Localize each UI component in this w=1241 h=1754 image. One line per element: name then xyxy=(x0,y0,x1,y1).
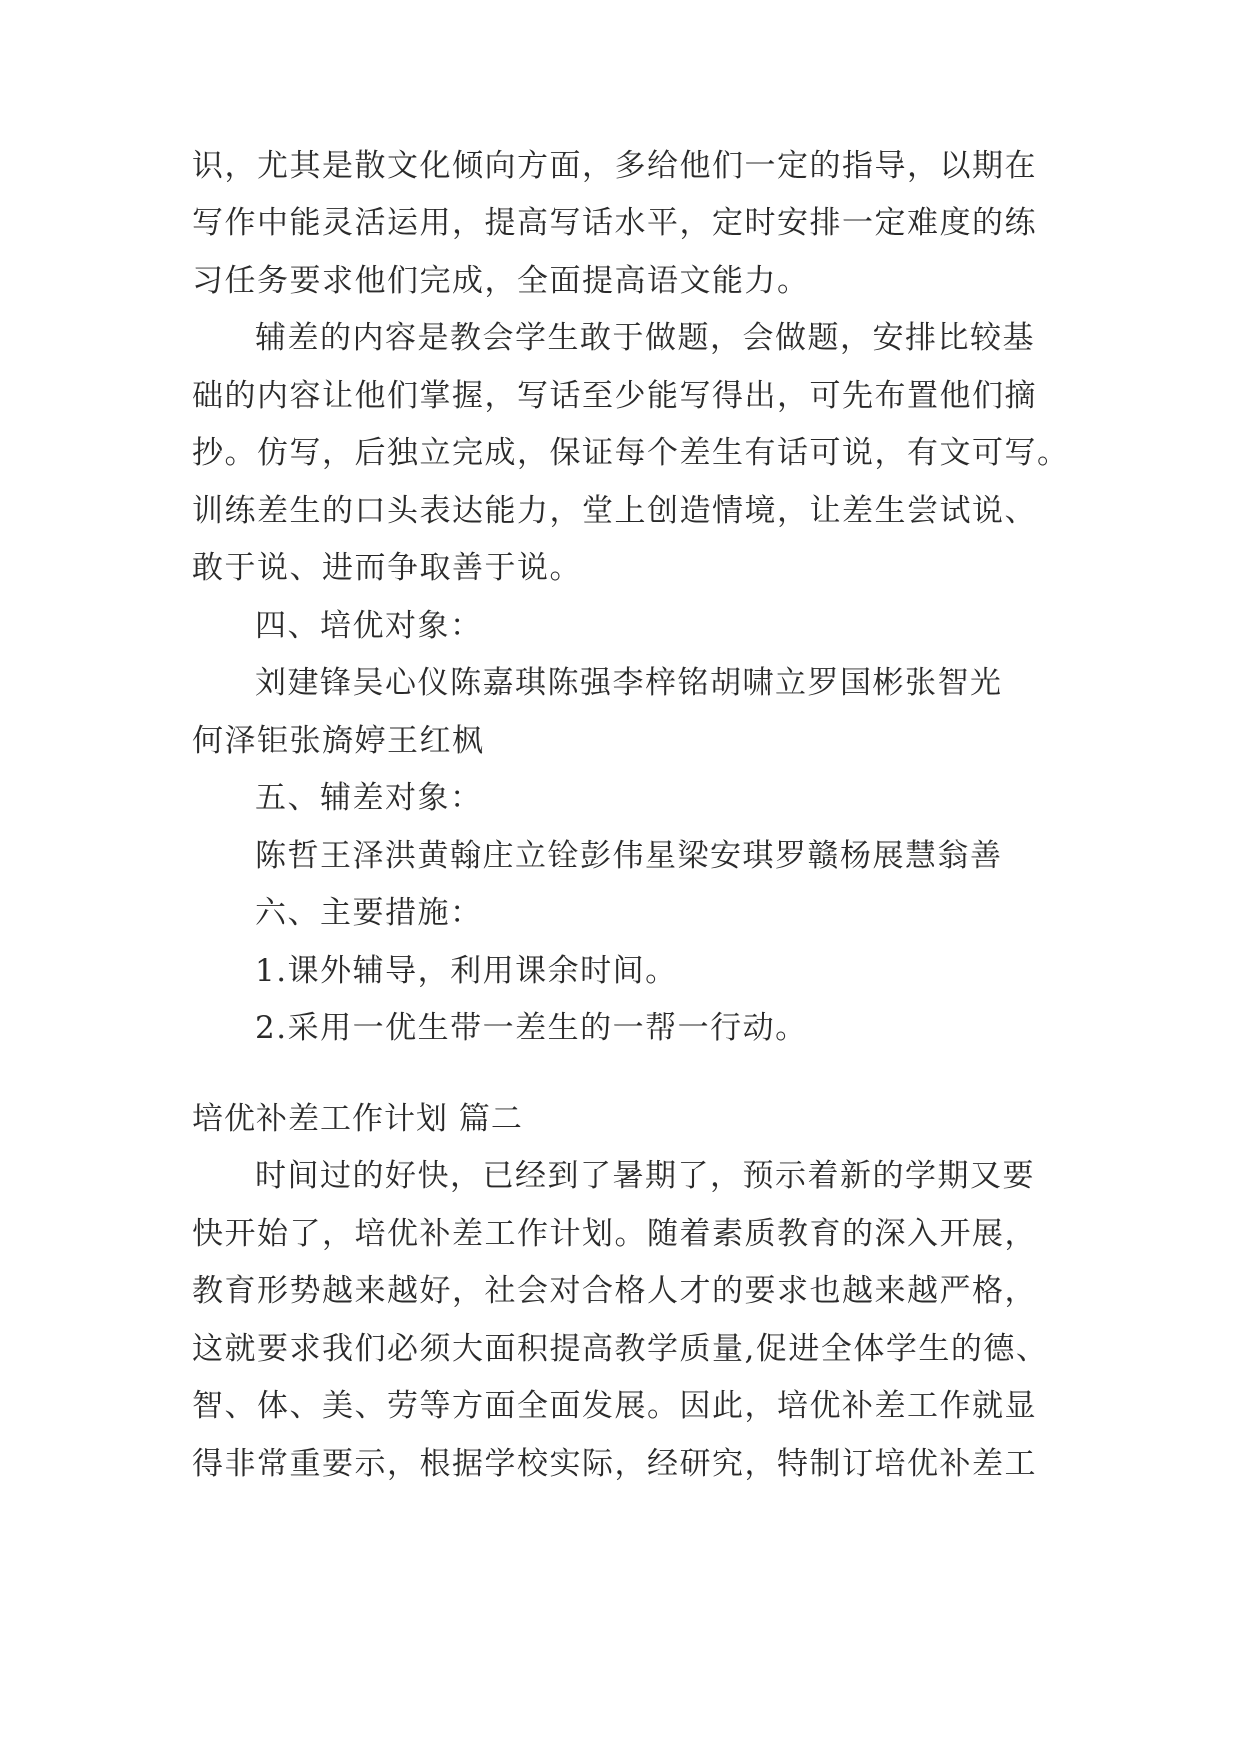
paragraph-line: 教育形势越来越好，社会对合格人才的要求也越来越严格， xyxy=(192,1273,1037,1309)
paragraph-line: 时间过的好快，已经到了暑期了，预示着新的学期又要 xyxy=(255,1158,1035,1194)
paragraph-line: 敢于说、进而争取善于说。 xyxy=(192,550,582,586)
measure-item-1: 1.课外辅导，利用课余时间。 xyxy=(255,953,678,989)
paragraph-line: 础的内容让他们掌握，写话至少能写得出，可先布置他们摘 xyxy=(192,378,1037,414)
section-heading-5: 五、辅差对象： xyxy=(255,780,483,816)
student-names-line: 陈哲王泽洪黄翰庄立铨彭伟星梁安琪罗赣杨展慧翁善 xyxy=(255,838,1003,874)
section-heading-4: 四、培优对象： xyxy=(255,608,483,644)
paragraph-line: 得非常重要示，根据学校实际，经研究，特制订培优补差工 xyxy=(192,1446,1037,1482)
section-title: 培优补差工作计划 篇二 xyxy=(192,1101,523,1137)
paragraph-line: 抄。仿写，后独立完成，保证每个差生有话可说，有文可写。 xyxy=(192,435,1070,471)
paragraph-line: 智、体、美、劳等方面全面发展。因此，培优补差工作就显 xyxy=(192,1388,1037,1424)
paragraph-line: 写作中能灵活运用，提高写话水平，定时安排一定难度的练 xyxy=(192,205,1037,241)
section-heading-6: 六、主要措施： xyxy=(255,895,483,931)
paragraph-line: 快开始了，培优补差工作计划。随着素质教育的深入开展， xyxy=(192,1216,1037,1252)
measure-item-2: 2.采用一优生带一差生的一帮一行动。 xyxy=(255,1010,808,1046)
paragraph-line: 训练差生的口头表达能力，堂上创造情境，让差生尝试说、 xyxy=(192,493,1037,529)
paragraph-line: 这就要求我们必须大面积提高教学质量,促进全体学生的德、 xyxy=(192,1331,1049,1367)
paragraph-line: 辅差的内容是教会学生敢于做题，会做题，安排比较基 xyxy=(255,320,1035,356)
paragraph-line: 习任务要求他们完成，全面提高语文能力。 xyxy=(192,263,810,299)
student-names-line: 刘建锋吴心仪陈嘉琪陈强李梓铭胡啸立罗国彬张智光 xyxy=(255,665,1003,701)
student-names-line: 何泽钜张旖婷王红枫 xyxy=(192,723,485,759)
paragraph-line: 识，尤其是散文化倾向方面，多给他们一定的指导，以期在 xyxy=(192,148,1037,184)
